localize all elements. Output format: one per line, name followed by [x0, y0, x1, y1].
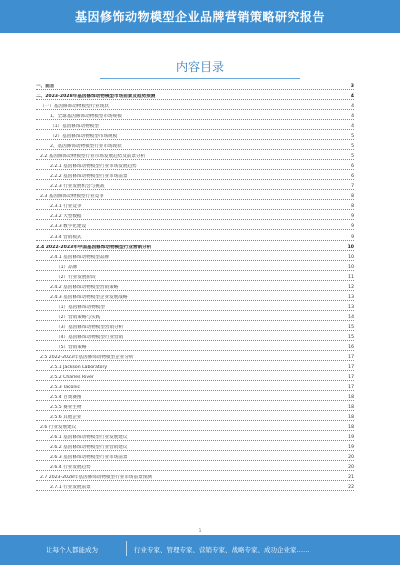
toc-entry[interactable] [36, 90, 354, 100]
toc-entry-label: 2.6 行业发展建议 [36, 425, 77, 430]
toc-entry-page: 3 [350, 84, 354, 90]
toc-entry-label: （一）基因修饰动物模型行业现状 [36, 104, 110, 109]
toc-entry-label: （1）基因修饰动物模型 [36, 124, 100, 129]
toc-entry-label: （4）基因修饰动物模型行业营销 [36, 335, 124, 340]
table-of-contents [36, 80, 354, 491]
toc-entry-label: 2.3.1 行业竞争 [36, 204, 83, 209]
toc-entry-label: 2.5 2022-2023年基因修饰动物模型企业分析 [36, 355, 135, 360]
toc-entry-label: 2.3.3 数字化建设 [36, 224, 87, 229]
toc-title: 内容目录 [175, 60, 224, 74]
toc-entry-page: 19 [348, 435, 354, 441]
toc-entry-page: 9 [351, 234, 354, 240]
toc-entry[interactable] [36, 80, 354, 90]
toc-entry-label: 2.4 2022-2023年中国基因修饰动物模型行业营销分析 [36, 244, 152, 250]
toc-entry-label: （2）行业发展阶段 [36, 275, 97, 280]
toc-entry[interactable] [36, 140, 354, 150]
toc-entry[interactable] [36, 361, 354, 371]
toc-entry[interactable] [36, 160, 354, 170]
footer-divider [126, 541, 127, 556]
toc-entry-page: 18 [348, 395, 354, 400]
toc-entry-page: 4 [350, 94, 354, 100]
toc-entry[interactable] [36, 411, 354, 421]
report-title: 基因修饰动物模型企业品牌营销策略研究报告 [74, 10, 325, 24]
footer-slogan-right: 行业专家、管理专家、营销专家、战略专家、成功企业家…… [134, 546, 310, 554]
toc-entry-page: 4 [351, 124, 354, 130]
toc-entry-label: 2.6.1 基因修饰动物模型行业发展建议 [36, 435, 128, 440]
toc-entry[interactable] [36, 431, 354, 441]
toc-entry-page: 18 [348, 425, 354, 431]
toc-entry-label: 二、2023-2028年基因修饰动物模型市场前景及趋势预测 [36, 94, 156, 100]
toc-entry[interactable] [36, 451, 354, 461]
toc-entry[interactable] [36, 291, 354, 301]
toc-entry-page: 13 [348, 304, 354, 310]
toc-entry-label: 2.7.1 行业发展前景 [36, 485, 92, 490]
toc-entry-page: 17 [348, 354, 354, 360]
toc-entry-page: 4 [351, 114, 354, 120]
toc-entry[interactable] [36, 481, 354, 491]
toc-entry-label: 2.2.2 基因修饰动物模型行业市场前景 [36, 174, 128, 179]
toc-entry[interactable] [36, 381, 354, 391]
toc-entry[interactable] [36, 281, 354, 291]
toc-entry-label: 2.5.6 其他企业 [36, 415, 83, 420]
toc-entry[interactable] [36, 170, 354, 180]
toc-entry[interactable] [36, 441, 354, 451]
toc-entry-page: 8 [351, 194, 354, 200]
toc-entry-page: 8 [351, 204, 354, 210]
toc-entry-label: （2）基因修饰动物模型市场规模 [36, 134, 118, 139]
toc-entry[interactable] [36, 150, 354, 160]
page-number: 1 [198, 528, 202, 533]
toc-entry[interactable] [36, 271, 354, 281]
toc-entry-page: 10 [348, 254, 354, 260]
toc-entry[interactable] [36, 391, 354, 401]
toc-entry[interactable] [36, 120, 354, 130]
toc-entry-label: 2.5.3 Taconic [36, 385, 81, 390]
toc-entry-page: 4 [351, 104, 354, 110]
toc-entry-page: 13 [348, 294, 354, 300]
toc-entry[interactable] [36, 230, 354, 240]
toc-entry-page: 19 [348, 445, 354, 451]
toc-entry[interactable] [36, 351, 354, 361]
toc-entry-label: 2.6.2 基因修饰动物模型行业营销建议 [36, 445, 128, 450]
toc-entry-label: 2、基因修饰动物模型行业市场现状 [36, 144, 123, 149]
toc-entry[interactable] [36, 471, 354, 481]
toc-entry[interactable] [36, 371, 354, 381]
footer-slogan-left: 让每个人都能成为 [46, 546, 98, 554]
toc-entry[interactable] [36, 421, 354, 431]
toc-entry-label: 2.2 基因修饰动物模型行业市场发展趋势及前景分析 [36, 154, 146, 159]
toc-entry-page: 16 [348, 344, 354, 350]
toc-entry[interactable] [36, 261, 354, 271]
toc-entry[interactable] [36, 200, 354, 210]
toc-entry-label: （1）品牌 [36, 265, 78, 270]
toc-entry[interactable] [36, 341, 354, 351]
toc-entry-page: 5 [351, 144, 354, 150]
toc-entry-page: 9 [351, 214, 354, 220]
toc-entry-label: 2.4.3 基因修饰动物模型企业发展战略 [36, 295, 128, 300]
toc-entry-page: 10 [347, 244, 354, 250]
toc-entry-label: 2.5.4 百奥赛图 [36, 395, 83, 400]
toc-entry-page: 10 [348, 264, 354, 270]
toc-entry[interactable] [36, 100, 354, 110]
toc-entry[interactable] [36, 311, 354, 321]
toc-entry[interactable] [36, 461, 354, 471]
toc-entry[interactable] [36, 220, 354, 230]
toc-title-divider [100, 78, 300, 79]
toc-entry[interactable] [36, 130, 354, 140]
toc-entry-page: 5 [351, 154, 354, 160]
toc-entry-page: 21 [348, 475, 354, 481]
toc-entry-label: 1、全球基因修饰动物模型市场规模 [36, 114, 123, 119]
toc-entry-page: 20 [348, 465, 354, 471]
toc-entry-page: 18 [348, 405, 354, 411]
toc-entry-label: 2.5.2 Charles River [36, 375, 95, 380]
toc-entry[interactable] [36, 321, 354, 331]
toc-entry-label: （2）营销策略与实践 [36, 315, 101, 320]
toc-entry-page: 17 [348, 384, 354, 390]
toc-entry-label: 2.3.2 大型数据 [36, 214, 83, 219]
toc-entry-page: 15 [348, 324, 354, 330]
toc-entry-label: 2.4.2 基因修饰动物模型营销策略 [36, 285, 119, 290]
toc-entry-label: 一、前言 [36, 84, 55, 90]
toc-entry[interactable] [36, 180, 354, 190]
toc-entry-page: 11 [348, 274, 354, 280]
toc-entry-page: 15 [348, 334, 354, 340]
toc-entry-page: 5 [351, 134, 354, 140]
toc-entry-page: 6 [351, 174, 354, 180]
toc-entry-label: 2.6.3 基因修饰动物模型行业市场前景 [36, 455, 128, 460]
toc-entry-label: （5）营销策略 [36, 345, 88, 350]
toc-entry-label: 2.5.1 Jackson Laboratory [36, 365, 108, 370]
toc-entry[interactable] [36, 210, 354, 220]
toc-entry-label: （1）基因修饰动物模型 [36, 305, 106, 310]
toc-entry-label: 2.3 基因修饰动物模型行业竞争 [36, 194, 105, 199]
toc-entry-page: 9 [351, 224, 354, 230]
toc-entry-page: 22 [348, 485, 354, 491]
toc-entry[interactable] [36, 401, 354, 411]
toc-entry-page: 12 [348, 284, 354, 290]
toc-entry-label: 2.3.4 营销模式 [36, 235, 83, 240]
toc-entry-label: （3）基因修饰动物模型营销分析 [36, 325, 124, 330]
toc-entry[interactable] [36, 190, 354, 200]
toc-entry[interactable] [36, 331, 354, 341]
toc-entry[interactable] [36, 241, 354, 251]
toc-entry-label: 2.5.5 赛业生物 [36, 405, 83, 410]
toc-entry-page: 7 [351, 184, 354, 190]
toc-entry-label: 2.7 2023-2028年基因修饰动物模型行业市场前景预测 [36, 475, 153, 480]
toc-entry-label: 2.4.1 基因修饰动物模型品牌 [36, 255, 110, 260]
toc-entry[interactable] [36, 110, 354, 120]
toc-entry-page: 17 [348, 364, 354, 370]
toc-entry-label: 2.2.1 基因修饰动物模型行业市场发展趋势 [36, 164, 138, 169]
toc-entry[interactable] [36, 251, 354, 261]
toc-entry-label: 2.2.3 行业发展机会与挑战 [36, 184, 106, 189]
toc-entry-page: 14 [348, 314, 354, 320]
toc-entry-page: 20 [348, 455, 354, 461]
toc-entry-label: 2.6.4 行业发展趋势 [36, 465, 92, 470]
toc-entry-page: 18 [348, 415, 354, 421]
toc-entry-page: 6 [351, 164, 354, 170]
toc-entry[interactable] [36, 301, 354, 311]
toc-entry-page: 17 [348, 374, 354, 380]
